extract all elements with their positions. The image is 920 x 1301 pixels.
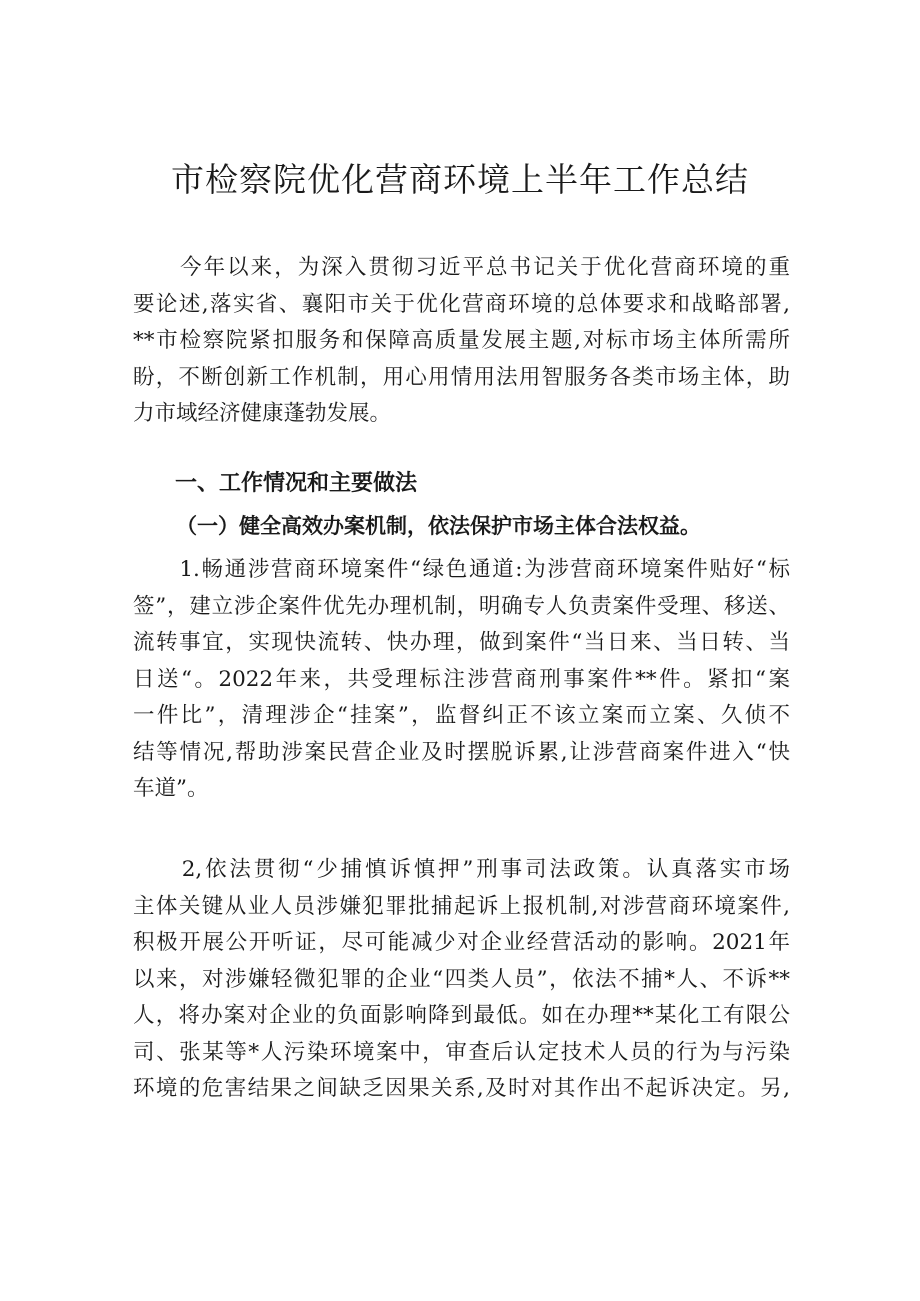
item2-line: 人，将办案对企业的负面影响降到最低。如在办理**某化工有限公: [133, 1003, 790, 1028]
item1-line: 车道”。: [133, 776, 209, 801]
item1-line: 签”，建立涉企案件优先办理机制，明确专人负责案件受理、移送、: [133, 593, 790, 619]
item1-line: 一件比”，清理涉企“挂案”，监督纠正不该立案而立案、久侦不: [133, 703, 790, 728]
item1-line: 1.畅通涉营商环境案件“绿色通道:为涉营商环境案件贴好“标: [133, 557, 790, 582]
intro-line: 要论述,落实省、襄阳市关于优化营商环境的总体要求和战略部署,: [133, 291, 790, 317]
item2-line: 积极开展公开听证，尽可能减少对企业经营活动的影响。2021年: [133, 930, 790, 955]
intro-line: 今年以来，为深入贯彻习近平总书记关于优化营商环境的重: [133, 255, 790, 280]
intro-line: 力市域经济健康蓬勃发展。: [133, 401, 392, 426]
item2-line: 环境的危害结果之间缺乏因果关系,及时对其作出不起诉决定。另,: [133, 1076, 790, 1101]
item2-line: 司、张某等*人污染环境案中，审查后认定技术人员的行为与污染: [133, 1039, 790, 1065]
item1-line: 日送“。2022年来，共受理标注涉营商刑事案件**件。紧扣“案: [133, 666, 790, 692]
item2-line: 主体关键从业人员涉嫌犯罪批捕起诉上报机制,对涉营商环境案件,: [133, 893, 790, 919]
item2-paragraph: [133, 852, 790, 1108]
intro-line: **市检察院紧扣服务和保障高质量发展主题,对标市场主体所需所: [133, 328, 790, 353]
document-title: 市检察院优化营商环境上半年工作总结: [171, 160, 749, 199]
item2-line: 以来，对涉嫌轻微犯罪的企业“四类人员”，依法不捕*人、不诉**: [133, 966, 790, 992]
item1-paragraph: [133, 552, 790, 808]
section-heading: 一、工作情况和主要做法: [175, 471, 418, 496]
item1-line: 结等情况,帮助涉案民营企业及时摆脱诉累,让涉营商案件进入“快: [133, 739, 790, 765]
intro-paragraph: [133, 250, 790, 433]
item1-line: 流转事宜，实现快流转、快办理，做到案件“当日来、当日转、当: [133, 630, 790, 655]
item2-line: 2,依法贯彻“少捕慎诉慎押”刑事司法政策。认真落实市场: [133, 857, 790, 882]
subsection-heading: （一）健全高效办案机制，依法保护市场主体合法权益。: [176, 513, 701, 538]
intro-line: 盼，不断创新工作机制，用心用情用法用智服务各类市场主体，助: [133, 364, 790, 390]
